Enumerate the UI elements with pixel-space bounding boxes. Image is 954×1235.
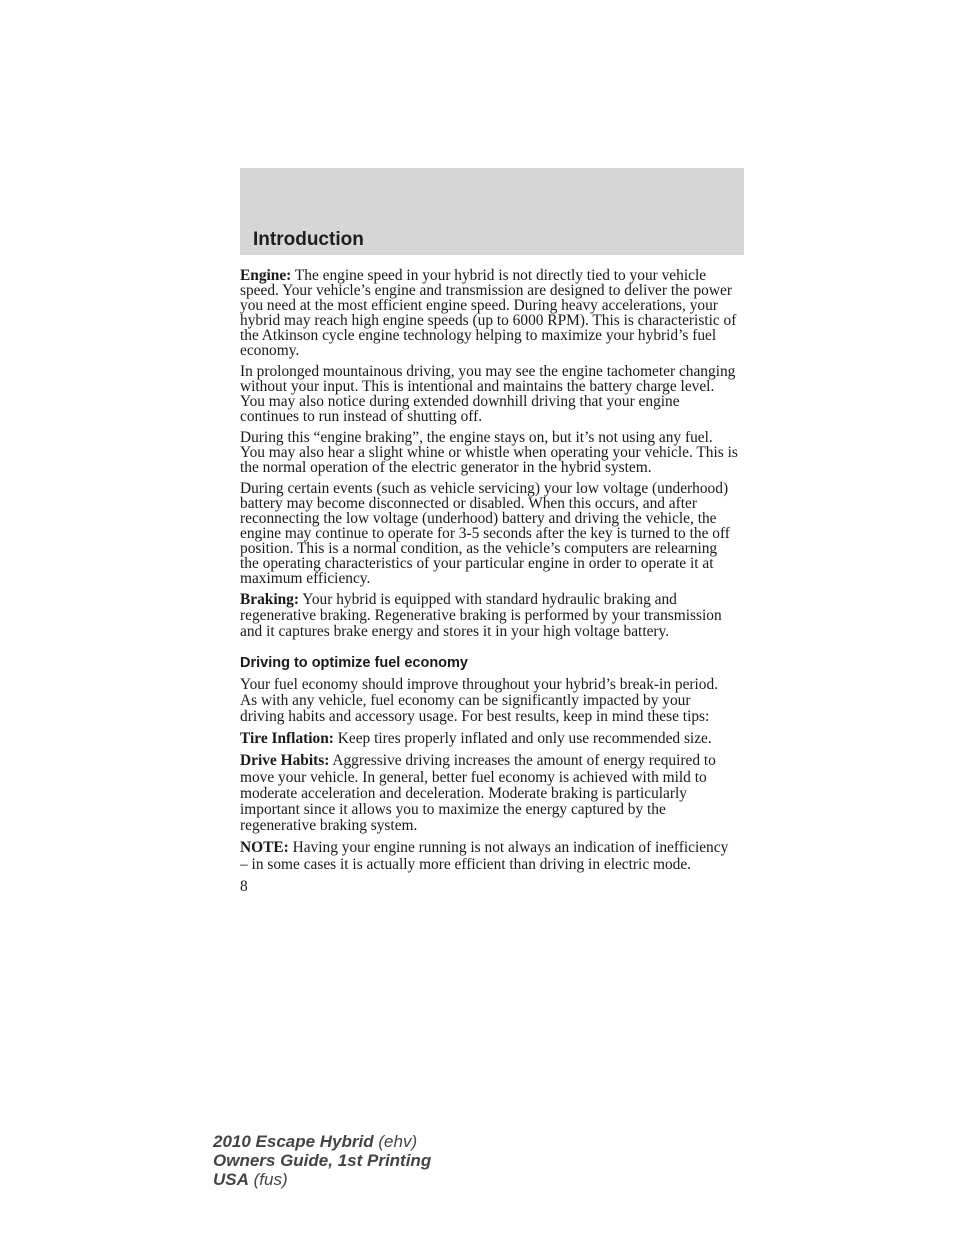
drive-habits-paragraph <box>240 753 738 834</box>
section-header-band <box>240 168 744 255</box>
footer-line-region <box>213 1170 431 1189</box>
tire-inflation-paragraph <box>240 731 738 747</box>
braking-label: Braking: <box>240 591 300 608</box>
footer-line-guide <box>213 1151 431 1170</box>
footer-model: 2010 Escape Hybrid <box>213 1132 374 1151</box>
fuel-economy-paragraph: Your fuel economy should improve throughout your hybrid’s break-in period. As with any vehicle, fuel economy can be significantly impacted by your driving habits and accessory usage. For best results, keep in mind these tips: <box>240 675 719 726</box>
engine-text: The engine speed in your hybrid is not directly tied to your vehicle speed. Your vehicle’s engine and transmission are designed to deliver the power you need at the most efficient engine speed. During heavy accelerations, your hybrid may reach high engine speeds (up to 6000 RPM). This is characteristic of the Atkinson cycle engine technology helping to maximize your hybrid’s fuel economy. <box>240 267 737 359</box>
document-footer <box>213 1132 431 1189</box>
footer-line-model <box>213 1132 431 1151</box>
note-text: Having your engine running is not always an indication of inefficiency – in some cases it is actually more efficient than driving in electric mode. <box>240 839 729 873</box>
note-label: NOTE: <box>240 839 289 857</box>
footer-region: USA <box>213 1170 249 1189</box>
engine-braking-paragraph: During this “engine braking”, the engine stays on, but it’s not using any fuel. You may also hear a slight whine or whistle when operating your vehicle. This is the normal operation of the electric generator in the hybrid system. <box>240 429 738 476</box>
braking-paragraph <box>240 592 738 641</box>
mountain-paragraph: In prolonged mountainous driving, you may see the engine tachometer changing without your input. This is intentional and maintains the battery charge level. You may also notice during extended downhill driving that your engine continues to run instead of shutting off. <box>240 363 736 425</box>
battery-paragraph: During certain events (such as vehicle servicing) your low voltage (underhood) battery may become disconnected or disabled. When this occurs, and after reconnecting the low voltage (underhood) battery and driving the vehicle, the engine may continue to operate for 3-5 seconds after the key is turned to the off position. This is a normal condition, as the vehicle’s computers are relearning the operating characteristics of your particular engine in order to operate it at maximum efficiency. <box>240 480 730 587</box>
braking-text: Your hybrid is equipped with standard hydraulic braking and regenerative braking. Regenerative braking is performed by your transmission and it captures brake energy and stores it in your high voltage battery. <box>240 591 722 641</box>
fuel-economy-subheading: Driving to optimize fuel economy <box>240 654 468 671</box>
page-content <box>240 268 738 894</box>
tire-inflation-label: Tire Inflation: <box>240 730 334 748</box>
engine-paragraph <box>240 268 738 358</box>
note-paragraph <box>240 840 738 872</box>
engine-label: Engine: <box>240 267 292 284</box>
section-title: Introduction <box>253 229 364 250</box>
footer-model-code: (ehv) <box>373 1132 418 1151</box>
footer-region-code: (fus) <box>248 1170 288 1189</box>
drive-habits-label: Drive Habits: <box>240 752 330 770</box>
page-number: 8 <box>240 877 248 895</box>
drive-habits-text: Aggressive driving increases the amount of energy required to move your vehicle. In general, better fuel economy is achieved with mild to moderate acceleration and deceleration. Moderate braking is particularly important since it allows you to maximize the energy captured by the regenerative braking system. <box>240 752 716 835</box>
footer-guide: Owners Guide, 1st Printing <box>213 1151 432 1170</box>
tire-inflation-text: Keep tires properly inflated and only use recommended size. <box>333 730 712 748</box>
